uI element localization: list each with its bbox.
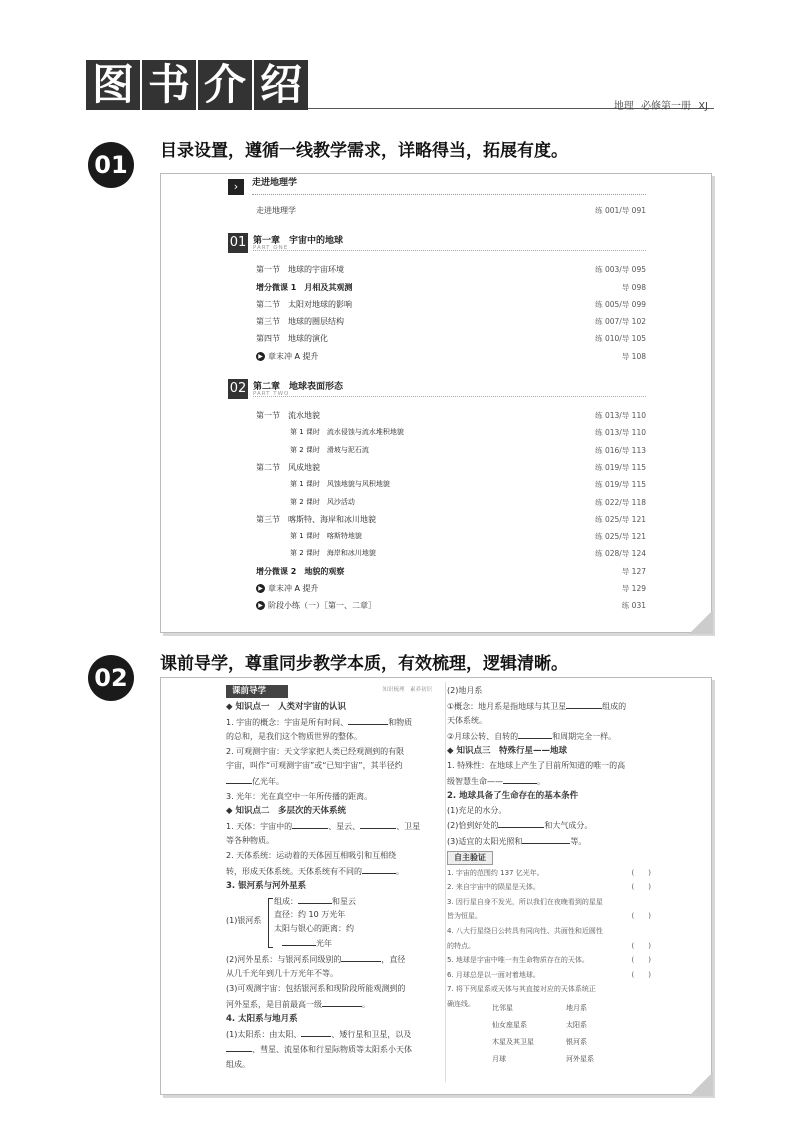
text-line: 组成： 和星云 [274, 894, 356, 910]
text-line: 2. 可观测宇宙：天文学家把人类已经观测到的有限 [226, 746, 405, 756]
text-line: 。 [396, 866, 404, 876]
match-item[interactable]: 月球 [492, 1055, 506, 1063]
quiz-item: 1. 宇宙的范围约 137 亿光年。 ( ) [447, 866, 651, 881]
match-item[interactable]: 地月系 [566, 1004, 587, 1012]
quiz-item: 的特点。 ( ) [447, 939, 651, 954]
toc-row-label: 阶段小练（一）［第一、二章］ [268, 601, 376, 611]
match-item[interactable]: 银河系 [566, 1038, 587, 1046]
text-line: 、彗星、流星体和行星际物质等太阳系小天体 [252, 1045, 412, 1055]
text-line: (1)充足的水分。 [447, 805, 507, 815]
toc-row-pages: 练 007/导 102 [595, 317, 646, 327]
text-line: 太阳与银心的距离：约 [274, 923, 354, 933]
toc-row-label: 增分微课 2 地貌的观察 [256, 566, 345, 576]
knowledge-point-3: ◆ 知识点三 特殊行星——地球 [447, 746, 567, 757]
toc-row-label: 第四节 地球的演化 [256, 334, 328, 344]
text-line: 、卫星 [396, 821, 421, 831]
toc-row[interactable] [228, 424, 646, 441]
knowledge-point-2: ◆ 知识点二 多层次的天体系统 [226, 806, 346, 817]
toc-row-label: 章末冲 A 提升 [268, 351, 319, 361]
toc-row-label: 第 1 课时 风蚀地貌与风积地貌 [290, 480, 390, 489]
text-line: ①概念：地月系是指地球与其卫星 [447, 701, 567, 711]
galaxy-bracket-block [226, 894, 432, 952]
subject-label: 地理 [613, 101, 634, 112]
toc-row[interactable] [228, 580, 646, 597]
toc-row-label: 第 1 课时 流水侵蚀与流水堆积地貌 [290, 428, 404, 437]
toc-row-label: 章末冲 A 提升 [268, 584, 319, 594]
chapter-header-1 [228, 231, 646, 261]
subheading: 2. 地球具备了生命存在的基本条件 [447, 791, 579, 802]
fill-blank[interactable] [348, 715, 388, 725]
text-line: 和大气成分。 [544, 821, 593, 831]
subheading: 4. 太阳系与地月系 [226, 1014, 298, 1025]
text-line: ，直径 [381, 954, 406, 964]
fill-blank[interactable] [498, 818, 544, 828]
toc-row[interactable] [228, 261, 646, 278]
page-curl-icon [689, 1072, 713, 1096]
text-line: 3. 光年：光在真空中一年所传播的距离。 [226, 791, 373, 801]
section-badge-02: 02 [88, 655, 134, 701]
fill-blank[interactable] [362, 864, 396, 874]
toc-row-label: 第 1 课时 喀斯特地貌 [290, 532, 362, 541]
bracket-icon [268, 898, 273, 948]
text-line: 等各种物质。 [226, 836, 274, 846]
toc-row[interactable] [228, 511, 646, 528]
match-item[interactable]: 比邻星 [492, 1004, 513, 1012]
toc-row-pages: 练 028/导 124 [595, 549, 646, 559]
text-line: 等。 [570, 836, 587, 846]
match-item[interactable]: 木星及其卫星 [492, 1038, 534, 1046]
text-line: 宇宙，叫作“可观测宇宙”或“已知宇宙”，其半径约 [226, 761, 403, 771]
toc-row-pages: 练 005/导 099 [595, 299, 646, 309]
text-line: (3)适宜的太阳光照和 [447, 836, 523, 846]
quiz-item: 2. 来自宇宙中的陨星是天体。 ( ) [447, 880, 651, 895]
text-line: 组成的 [602, 701, 627, 711]
preclass-title: 课前导学 [226, 685, 288, 698]
toc-row[interactable] [228, 348, 646, 365]
text-line: (3)可观测宇宙：包括银河系和现阶段所能观测到的 [226, 983, 406, 993]
text-line: 河外星系，是目前最高一级 [226, 999, 322, 1009]
dotted-divider [252, 194, 646, 195]
text-line: 亿光年。 [252, 776, 284, 786]
toc-row-pages: 练 019/导 115 [595, 480, 646, 490]
fill-blank[interactable] [522, 834, 570, 844]
text-line: (2)河外星系：与银河系同级别的 [226, 954, 342, 964]
toc-intro-header [228, 178, 646, 198]
toc-row-pages: 练 031 [621, 601, 646, 611]
fill-blank[interactable] [292, 819, 328, 829]
match-item[interactable]: 太阳系 [566, 1021, 587, 1029]
quiz-item: 7. 将下列星系或天体与其直接对应的天体系统正 [447, 985, 596, 994]
chapter-part-label: PART ONE [253, 245, 289, 252]
text-line: 和周期完全一样。 [552, 731, 617, 741]
play-icon: ▶ [256, 584, 265, 593]
toc-row-label: 第一节 流水地貌 [256, 411, 320, 421]
toc-row[interactable] [228, 476, 646, 493]
match-right-column [566, 1000, 594, 1068]
text-line: 1. 宇宙的概念：宇宙是所有时间、 [226, 717, 349, 727]
book-intro-logo [86, 60, 316, 110]
text-line: 、星云、 [328, 821, 361, 831]
page-curl-icon [689, 610, 713, 634]
toc-row-pages: 练 016/导 113 [595, 445, 646, 455]
text-line: 1. 天体：宇宙中的 [226, 821, 293, 831]
preclass-left-column [226, 684, 432, 1072]
text-line: 的总和，是我们这个物质世界的整体。 [226, 732, 362, 742]
answer-parens[interactable]: ( ) [631, 956, 651, 965]
self-check-list [447, 866, 651, 1012]
toc-row[interactable] [228, 545, 646, 562]
toc-row-pages: 练 022/导 118 [595, 497, 646, 507]
fill-blank[interactable] [301, 1027, 331, 1037]
column-divider [445, 682, 446, 1082]
chapter-number: 02 [228, 379, 248, 399]
play-icon: ▶ [256, 352, 265, 361]
answer-parens[interactable]: ( ) [631, 883, 651, 892]
toc-row-pages: 导 127 [621, 566, 646, 576]
galaxy-label: (1)银河系 [226, 915, 262, 925]
toc-intro-title: 走进地理学 [252, 178, 298, 188]
text-line: ②月球公转、自转的 [447, 731, 519, 741]
text-line: (2)恰到好处的 [447, 821, 499, 831]
toc-row-pages: 练 003/导 095 [595, 265, 646, 275]
quiz-item: 皆为恒星。 ( ) [447, 909, 651, 924]
play-icon: ▶ [256, 601, 265, 610]
table-of-contents [228, 178, 646, 615]
toc-row[interactable] [228, 442, 646, 459]
preclass-right-column [447, 684, 651, 1011]
dotted-divider [253, 250, 646, 251]
logo-char: 绍 [254, 60, 308, 110]
match-left-column [492, 1000, 534, 1068]
toc-row[interactable] [228, 494, 646, 511]
toc-row-pages: 练 010/导 105 [595, 334, 646, 344]
toc-row-label: 走进地理学 [256, 206, 296, 215]
toc-row-label: 第三节 地球的圈层结构 [256, 317, 344, 327]
text-line: 级智慧生命—— [447, 776, 503, 786]
logo-char: 介 [198, 60, 252, 110]
quiz-item: 4. 八大行星绕日公转具有同向性、共面性和近圆性 [447, 926, 603, 935]
fill-blank[interactable] [226, 774, 252, 784]
text-line: 直径：约 10 万光年 [274, 909, 346, 919]
fill-blank[interactable] [518, 729, 552, 739]
toc-row[interactable] [228, 563, 646, 580]
preclass-subtitle: 知识梳理 素养初识 [382, 687, 432, 693]
fill-blank[interactable] [298, 894, 332, 904]
toc-row-pages: 练 019/导 115 [595, 462, 646, 472]
text-line: 组成。 [226, 1059, 250, 1069]
toc-row[interactable] [228, 279, 646, 296]
toc-row-label: 第二节 风成地貌 [256, 462, 320, 472]
subheading: 3. 银河系与河外星系 [226, 881, 307, 892]
fill-blank[interactable] [226, 1042, 252, 1052]
toc-row-label: 第 2 课时 滑坡与泥石流 [290, 445, 369, 454]
quiz-item: 5. 地球是宇宙中唯一有生命物质存在的天体。 ( ) [447, 953, 651, 968]
toc-row-label: 第二节 太阳对地球的影响 [256, 299, 352, 309]
section-heading-01: 目录设置，遵循一线教学需求，详略得当，拓展有度。 [160, 141, 568, 161]
text-line: (2)地月系 [447, 686, 483, 695]
toc-row[interactable] [228, 296, 646, 313]
fill-blank[interactable] [341, 952, 381, 962]
knowledge-point-1: ◆ 知识点一 人类对宇宙的认识 [226, 702, 346, 712]
quiz-item: 确连线。 [447, 999, 475, 1008]
quiz-item: 6. 月球总是以一面对着地球。 ( ) [447, 968, 651, 983]
chevron-right-icon: › [228, 179, 244, 195]
fill-blank[interactable] [566, 699, 602, 709]
chapter-title: 第二章 地球表面形态 [253, 382, 344, 393]
page-header [78, 60, 714, 116]
answer-parens[interactable]: ( ) [631, 941, 651, 950]
toc-row-pages: 导 108 [621, 351, 646, 361]
toc-row-label: 第 2 课时 海岸和冰川地貌 [290, 549, 376, 558]
fill-blank[interactable] [282, 936, 316, 946]
toc-row-label: 第 2 课时 风沙活动 [290, 497, 355, 506]
text-line: 。 [362, 999, 370, 1009]
chapter-part-label: PART TWO [253, 391, 290, 398]
toc-row-pages: 练 025/导 121 [595, 514, 646, 524]
text-line: 1. 特殊性：在地球上产生了目前所知道的唯一的高 [447, 760, 626, 770]
toc-row[interactable] [228, 528, 646, 545]
toc-row-pages: 导 129 [621, 584, 646, 594]
text-line: 光年 [282, 936, 332, 952]
toc-row[interactable] [228, 330, 646, 347]
toc-row-pages: 练 013/导 110 [595, 428, 646, 438]
toc-row-pages: 练 001/导 091 [595, 206, 646, 215]
toc-row-label: 第一节 地球的宇宙环境 [256, 265, 344, 275]
toc-row[interactable] [228, 202, 646, 219]
section-badge-01: 01 [88, 142, 134, 188]
toc-row[interactable] [228, 459, 646, 476]
chapter-number: 01 [228, 233, 248, 253]
toc-row-pages: 练 025/导 121 [595, 532, 646, 542]
match-item[interactable]: 仙女座星系 [492, 1021, 527, 1029]
toc-row[interactable] [228, 407, 646, 424]
edition-label: XJ [698, 101, 708, 112]
answer-parens[interactable]: ( ) [631, 912, 651, 921]
answer-parens[interactable]: ( ) [631, 868, 651, 877]
text-line: 、矮行星和卫星，以及 [331, 1029, 412, 1039]
self-check-header: 自主验证 [447, 851, 493, 865]
toc-row-label: 增分微课 1 月相及其观测 [256, 282, 353, 292]
dotted-divider [253, 396, 646, 397]
toc-row-label: 第三节 喀斯特、海岸和冰川地貌 [256, 514, 376, 524]
preclass-bar [226, 684, 432, 700]
toc-row-pages: 导 098 [621, 282, 646, 292]
toc-row[interactable] [228, 313, 646, 330]
fill-blank[interactable] [503, 774, 537, 784]
toc-row[interactable] [228, 597, 646, 614]
section-heading-02: 课前导学，尊重同步教学本质，有效梳理，逻辑清晰。 [160, 654, 568, 674]
text-line: 从几千光年到几十万光年不等。 [226, 969, 338, 979]
text-line: 。 [537, 776, 545, 786]
answer-parens[interactable]: ( ) [631, 970, 651, 979]
text-line: 转，形成天体系统。天体系统有不同的 [226, 866, 362, 876]
text-line: 天体系统。 [447, 716, 487, 726]
toc-row-pages: 练 013/导 110 [595, 411, 646, 421]
volume-label: 必修第一册 [641, 101, 691, 112]
text-line: 2. 天体系统：运动着的天体因互相吸引和互相绕 [226, 850, 397, 860]
quiz-item: 3. 因行星自身不发光，所以我们在夜晚看到的星星 [447, 897, 603, 906]
chapter-header-2 [228, 377, 646, 407]
header-meta [614, 97, 708, 112]
chapter-title: 第一章 宇宙中的地球 [253, 236, 344, 247]
logo-char: 图 [86, 60, 140, 110]
text-line: 和物质 [388, 717, 413, 727]
match-item[interactable]: 河外星系 [566, 1055, 594, 1063]
fill-blank[interactable] [322, 997, 362, 1007]
text-line: (1)太阳系：由太阳、 [226, 1029, 302, 1039]
fill-blank[interactable] [360, 819, 396, 829]
logo-char: 书 [142, 60, 196, 110]
